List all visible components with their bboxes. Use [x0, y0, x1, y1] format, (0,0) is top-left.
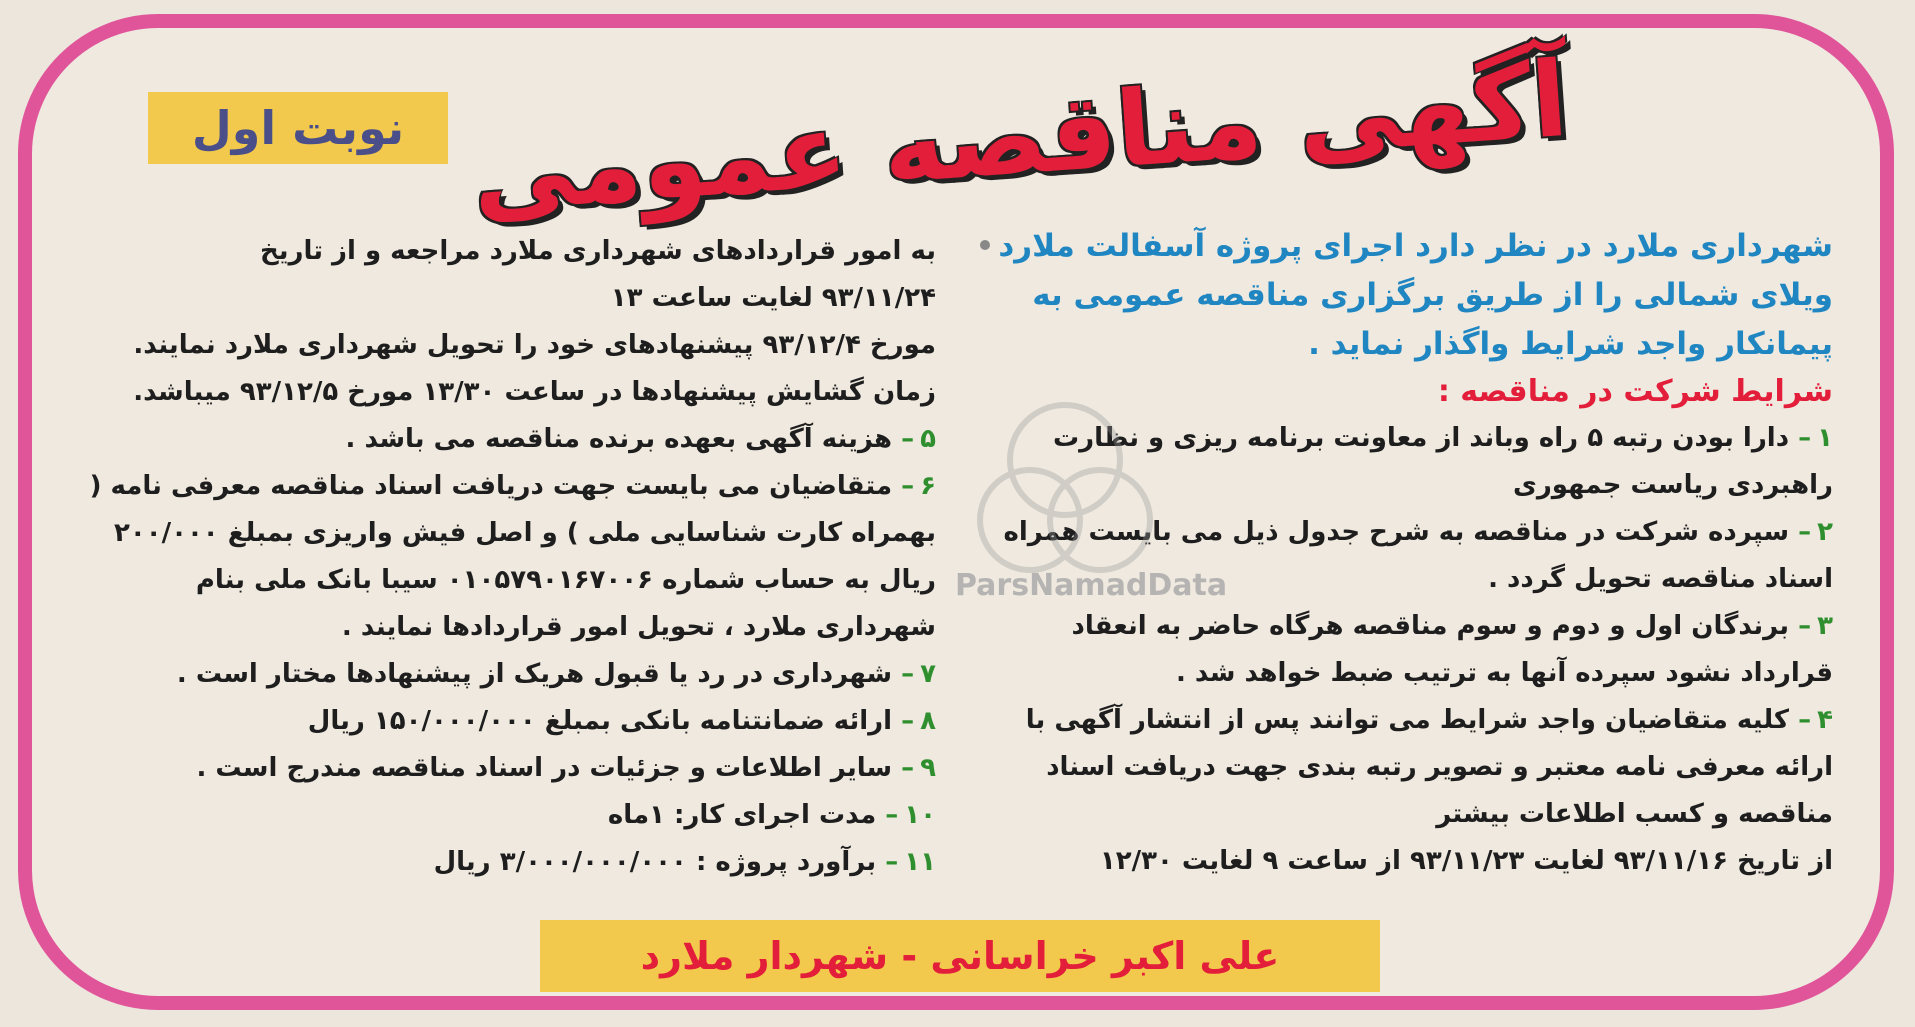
condition-item: ۴– کلیه متقاضیان واجد شرایط می توانند پس از انتشار آگهی با ارائه معرفی نامه معتبر و تصویر رتبه بندی جهت دریافت اسناد مناقصه و کسب اطلاعات بیشتر [1025, 705, 1833, 829]
condition-item: ۹– سایر اطلاعات و جزئیات در اسناد مناقصه مندرج است . [196, 753, 936, 783]
item-text: سپرده شرکت در مناقصه به شرح جدول ذیل می بایست همراه اسناد مناقصه تحویل گردد . [1003, 517, 1833, 594]
condition-item: ۶– متقاضیان می بایست جهت دریافت اسناد مناقصه معرفی نامه ( بهمراه کارت شناسایی ملی ) و اصل فیش واریزی بمبلغ ۲۰۰/۰۰۰ ریال به حساب شماره ۰۱۰۵۷۹۰۱۶۷۰۰۶ سیبا بانک ملی بنام شهرداری ملارد ، تحویل امور قراردادها نمایند . [89, 471, 936, 642]
conditions-title: شرایط شرکت در مناقصه : [1437, 374, 1833, 409]
intro-paragraph: شهرداری ملارد در نظر دارد اجرای پروژه آسفالت ملارد ویلای شمالی را از طریق برگزاری مناقصه عمومی به پیمانکار واجد شرایط واگذار نماید . [998, 228, 1833, 362]
item-text: شهرداری در رد یا قبول هریک از پیشنهادها مختار است . [176, 659, 893, 689]
signature: علی اکبر خراسانی - شهردار ملارد [640, 934, 1280, 978]
item-text: کلیه متقاضیان واجد شرایط می توانند پس از انتشار آگهی با ارائه معرفی نامه معتبر و تصویر رتبه بندی جهت دریافت اسناد مناقصه و کسب اطلاعات بیشتر [1025, 705, 1833, 829]
watermark-text: ParsNamadData [955, 568, 1228, 603]
intro-line: زمان گشایش پیشنهادها در ساعت ۱۳/۳۰ مورخ ۹۳/۱۲/۵ میباشد. [133, 377, 936, 407]
condition-item: ۲– سپرده شرکت در مناقصه به شرح جدول ذیل می بایست همراه اسناد مناقصه تحویل گردد . [1003, 517, 1833, 594]
condition-item: ۷– شهرداری در رد یا قبول هریک از پیشنهادها مختار است . [176, 659, 936, 689]
right-column [975, 222, 1833, 885]
item-text: مدت اجرای کار: ۱ماه [607, 800, 877, 830]
condition-item: ۱۱– برآورد پروژه : ۳/۰۰۰/۰۰۰/۰۰۰ ریال [433, 847, 936, 877]
page-title: آگهی مناقصه عمومی [468, 37, 1572, 237]
item-number: ۷ [920, 659, 936, 689]
item-text: سایر اطلاعات و جزئیات در اسناد مناقصه مندرج است . [196, 753, 893, 783]
left-column [88, 228, 936, 886]
item-number: ۶ [920, 471, 936, 501]
item-number: ۱۰ [904, 800, 936, 830]
item-text: برندگان اول و دوم و سوم مناقصه هرگاه حاضر به انعقاد قرارداد نشود سپرده آنها به ترتیب ضبط خواهد شد . [1071, 611, 1833, 688]
item-number: ۲ [1817, 517, 1833, 547]
round-label: نوبت اول [191, 101, 405, 155]
condition-item: ۵– هزینه آگهی بعهده برنده مناقصه می باشد . [345, 424, 936, 454]
intro-line: ۹۳/۱۱/۲۴ لغایت ساعت ۱۳ [610, 283, 936, 313]
item-text: ارائه ضمانتنامه بانکی بمبلغ ۱۵۰/۰۰۰/۰۰۰ ریال [307, 706, 893, 736]
condition-item: ۱۰– مدت اجرای کار: ۱ماه [607, 800, 936, 830]
date-line: از تاریخ ۹۳/۱۱/۱۶ لغایت ۹۳/۱۱/۲۳ از ساعت ۹ لغایت ۱۲/۳۰ [1099, 846, 1833, 876]
item-text: برآورد پروژه : ۳/۰۰۰/۰۰۰/۰۰۰ ریال [433, 847, 877, 877]
condition-item: ۸– ارائه ضمانتنامه بانکی بمبلغ ۱۵۰/۰۰۰/۰۰۰ ریال [307, 706, 936, 736]
item-number: ۹ [920, 753, 936, 783]
condition-item: ۱– دارا بودن رتبه ۵ راه وباند از معاونت برنامه ریزی و نظارت راهبردی ریاست جمهوری [1053, 423, 1833, 500]
intro-line: مورخ ۹۳/۱۲/۴ پیشنهادهای خود را تحویل شهرداری ملارد نمایند. [133, 330, 936, 360]
item-text: دارا بودن رتبه ۵ راه وباند از معاونت برنامه ریزی و نظارت راهبردی ریاست جمهوری [1053, 423, 1833, 500]
signature-banner [540, 920, 1380, 992]
round-badge [148, 92, 448, 164]
item-text: هزینه آگهی بعهده برنده مناقصه می باشد . [345, 424, 893, 454]
intro-line: به امور قراردادهای شهرداری ملارد مراجعه و از تاریخ [259, 236, 936, 266]
item-number: ۴ [1817, 705, 1833, 735]
item-number: ۳ [1817, 611, 1833, 641]
condition-item: ۳– برندگان اول و دوم و سوم مناقصه هرگاه حاضر به انعقاد قرارداد نشود سپرده آنها به ترتیب ضبط خواهد شد . [1071, 611, 1833, 688]
item-number: ۱۱ [904, 847, 936, 877]
title-banner [455, 37, 1585, 237]
item-number: ۸ [920, 706, 936, 736]
item-number: ۱ [1817, 423, 1833, 453]
item-text: متقاضیان می بایست جهت دریافت اسناد مناقصه معرفی نامه ( بهمراه کارت شناسایی ملی ) و اصل فیش واریزی بمبلغ ۲۰۰/۰۰۰ ریال به حساب شماره ۰۱۰۵۷۹۰۱۶۷۰۰۶ سیبا بانک ملی بنام شهرداری ملارد ، تحویل امور قراردادها نمایند . [89, 471, 936, 642]
item-number: ۵ [920, 424, 936, 454]
